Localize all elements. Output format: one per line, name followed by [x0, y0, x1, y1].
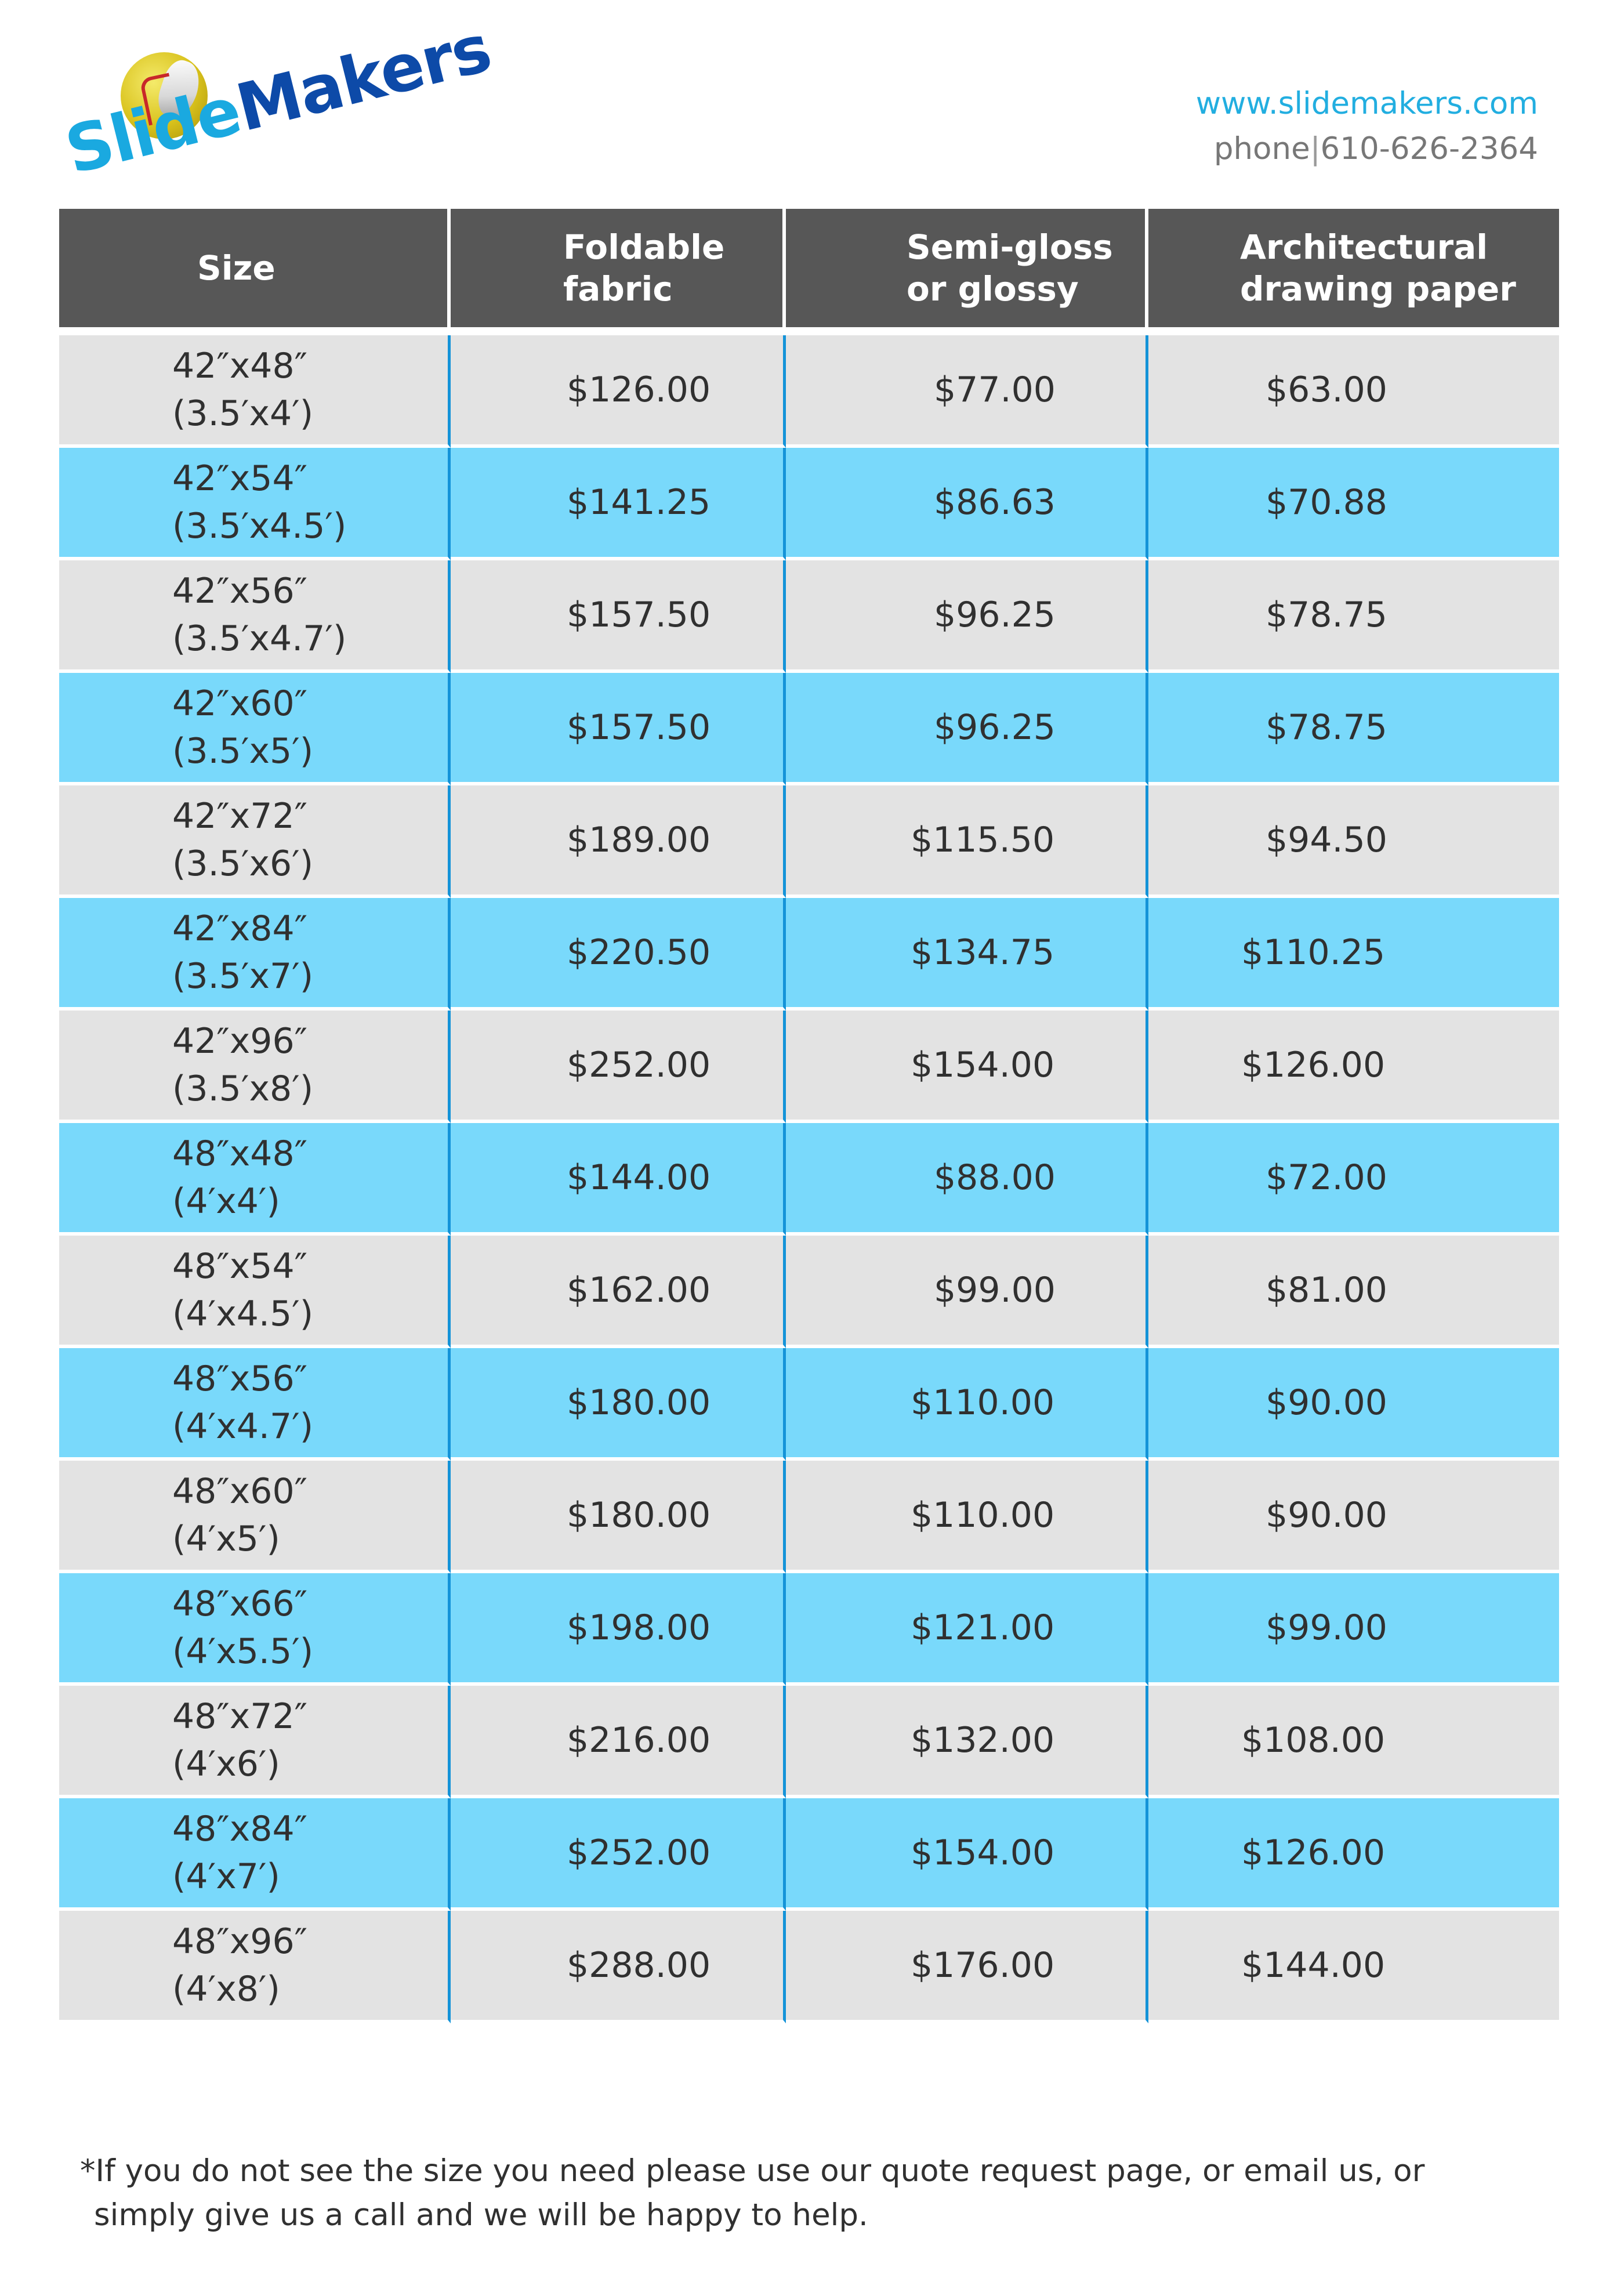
semigloss-price: $132.00 — [786, 1686, 1148, 1798]
phone-separator: | — [1310, 131, 1321, 166]
table-row — [59, 1686, 1559, 1798]
footnote-line1: *If you do not see the size you need please use our quote request page, or email us, or — [80, 2153, 1425, 2189]
size-feet: (4′x5.5′) — [172, 1631, 314, 1672]
logo-wordmark — [58, 10, 498, 189]
table-row — [59, 1236, 1559, 1348]
table-row — [59, 785, 1559, 898]
header-semigloss-label — [786, 226, 1145, 310]
size-feet: (4′x7′) — [172, 1856, 280, 1897]
architectural-price: $126.00 — [1148, 1798, 1559, 1911]
semigloss-price: $115.50 — [786, 785, 1148, 898]
header-semigloss-line1: Semi-gloss — [907, 227, 1113, 267]
footnote-line2: simply give us a call and we will be happy to help. — [94, 2197, 868, 2233]
size-feet: (3.5′x4.7′) — [172, 618, 347, 659]
table-row — [59, 1798, 1559, 1911]
size-feet: (3.5′x4′) — [172, 393, 314, 434]
size-inches: 42″x54″ — [172, 458, 308, 499]
foldable-price: $252.00 — [451, 1011, 786, 1123]
size-cell — [59, 1461, 451, 1573]
table-row — [59, 1573, 1559, 1686]
foldable-price: $252.00 — [451, 1798, 786, 1911]
table-header — [59, 209, 1559, 327]
size-inches: 42″x84″ — [172, 908, 308, 949]
size-inches: 42″x72″ — [172, 796, 308, 836]
footnote — [80, 2149, 1530, 2237]
size-cell — [59, 560, 451, 673]
foldable-price: $144.00 — [451, 1123, 786, 1236]
header-size-label: Size — [197, 248, 276, 288]
table-body — [59, 327, 1559, 2023]
size-inches: 48″x96″ — [172, 1921, 308, 1962]
phone-line — [1196, 126, 1538, 172]
header-foldable-line1: Foldable — [563, 227, 725, 267]
table-row — [59, 1011, 1559, 1123]
size-inches: 48″x54″ — [172, 1246, 308, 1287]
header-size — [59, 209, 451, 327]
semigloss-price: $176.00 — [786, 1911, 1148, 2023]
size-cell — [59, 1011, 451, 1123]
table-row — [59, 560, 1559, 673]
size-inches: 42″x48″ — [172, 346, 308, 386]
size-inches: 48″x60″ — [172, 1471, 308, 1512]
foldable-price: $288.00 — [451, 1911, 786, 2023]
architectural-price: $126.00 — [1148, 1011, 1559, 1123]
header-foldable-line2: fabric — [563, 269, 673, 309]
architectural-price: $90.00 — [1148, 1348, 1559, 1461]
header-architectural-line1: Architectural — [1240, 227, 1488, 267]
foldable-price: $189.00 — [451, 785, 786, 898]
semigloss-price: $110.00 — [786, 1461, 1148, 1573]
size-inches: 48″x48″ — [172, 1133, 308, 1174]
foldable-price: $180.00 — [451, 1461, 786, 1573]
semigloss-price: $88.00 — [786, 1123, 1148, 1236]
semigloss-price: $154.00 — [786, 1798, 1148, 1911]
semigloss-price: $134.75 — [786, 898, 1148, 1011]
architectural-price: $78.75 — [1148, 673, 1559, 785]
size-feet: (4′x4.7′) — [172, 1406, 314, 1447]
header-spacer — [59, 327, 1559, 335]
size-inches: 48″x84″ — [172, 1809, 308, 1849]
architectural-price: $81.00 — [1148, 1236, 1559, 1348]
size-feet: (3.5′x7′) — [172, 956, 314, 997]
architectural-price: $99.00 — [1148, 1573, 1559, 1686]
header-foldable-label — [451, 226, 782, 310]
website-link[interactable]: www.slidemakers.com — [1195, 86, 1538, 121]
size-cell — [59, 1686, 451, 1798]
architectural-price: $108.00 — [1148, 1686, 1559, 1798]
semigloss-price: $77.00 — [786, 335, 1148, 448]
logo-wordmark-slide: Slide — [58, 73, 248, 189]
header-row — [59, 209, 1559, 327]
contact-info — [1196, 81, 1538, 172]
size-inches: 42″x60″ — [172, 683, 308, 724]
semigloss-price: $110.00 — [786, 1348, 1148, 1461]
architectural-price: $70.88 — [1148, 448, 1559, 560]
header-semigloss-line2: or glossy — [907, 269, 1079, 309]
size-cell — [59, 1798, 451, 1911]
size-cell — [59, 1911, 451, 2023]
header-architectural-paper — [1148, 209, 1559, 327]
table-row — [59, 673, 1559, 785]
header-semigloss — [786, 209, 1148, 327]
table-row — [59, 1461, 1559, 1573]
size-feet: (4′x4′) — [172, 1181, 280, 1222]
architectural-price: $110.25 — [1148, 898, 1559, 1011]
size-cell — [59, 785, 451, 898]
size-feet: (3.5′x8′) — [172, 1069, 314, 1109]
foldable-price: $157.50 — [451, 560, 786, 673]
size-inches: 48″x56″ — [172, 1359, 308, 1399]
size-feet: (4′x5′) — [172, 1519, 280, 1559]
size-cell — [59, 1236, 451, 1348]
size-cell — [59, 335, 451, 448]
size-feet: (3.5′x6′) — [172, 843, 314, 884]
foldable-price: $162.00 — [451, 1236, 786, 1348]
header-architectural-label — [1148, 226, 1559, 310]
architectural-price: $90.00 — [1148, 1461, 1559, 1573]
semigloss-price: $121.00 — [786, 1573, 1148, 1686]
price-table — [59, 209, 1559, 2023]
size-feet: (4′x4.5′) — [172, 1294, 314, 1334]
semigloss-price: $154.00 — [786, 1011, 1148, 1123]
architectural-price: $144.00 — [1148, 1911, 1559, 2023]
architectural-price: $94.50 — [1148, 785, 1559, 898]
architectural-price: $72.00 — [1148, 1123, 1559, 1236]
size-cell — [59, 1348, 451, 1461]
brand-logo[interactable] — [58, 10, 498, 197]
table-row — [59, 1123, 1559, 1236]
size-cell — [59, 448, 451, 560]
phone-number[interactable]: 610-626-2364 — [1320, 131, 1538, 166]
size-cell — [59, 673, 451, 785]
semigloss-price: $96.25 — [786, 673, 1148, 785]
table-row — [59, 898, 1559, 1011]
foldable-price: $157.50 — [451, 673, 786, 785]
size-feet: (4′x6′) — [172, 1744, 280, 1784]
table-row — [59, 1911, 1559, 2023]
size-inches: 48″x72″ — [172, 1696, 308, 1737]
size-inches: 48″x66″ — [172, 1584, 308, 1624]
size-feet: (3.5′x5′) — [172, 731, 314, 772]
foldable-price: $220.50 — [451, 898, 786, 1011]
foldable-price: $180.00 — [451, 1348, 786, 1461]
table-row — [59, 448, 1559, 560]
foldable-price: $141.25 — [451, 448, 786, 560]
semigloss-price: $96.25 — [786, 560, 1148, 673]
foldable-price: $216.00 — [451, 1686, 786, 1798]
logo-wordmark-makers: Makers — [229, 10, 498, 147]
phone-label: phone — [1213, 131, 1310, 166]
architectural-price: $63.00 — [1148, 335, 1559, 448]
size-feet: (4′x8′) — [172, 1969, 280, 2009]
foldable-price: $198.00 — [451, 1573, 786, 1686]
table-row — [59, 1348, 1559, 1461]
foldable-price: $126.00 — [451, 335, 786, 448]
semigloss-price: $86.63 — [786, 448, 1148, 560]
size-cell — [59, 1573, 451, 1686]
size-cell — [59, 1123, 451, 1236]
size-inches: 42″x56″ — [172, 571, 308, 611]
size-feet: (3.5′x4.5′) — [172, 506, 347, 546]
size-inches: 42″x96″ — [172, 1021, 308, 1062]
size-cell — [59, 898, 451, 1011]
header-foldable-fabric — [451, 209, 786, 327]
architectural-price: $78.75 — [1148, 560, 1559, 673]
semigloss-price: $99.00 — [786, 1236, 1148, 1348]
table-row — [59, 335, 1559, 448]
header-architectural-line2: drawing paper — [1240, 269, 1516, 309]
